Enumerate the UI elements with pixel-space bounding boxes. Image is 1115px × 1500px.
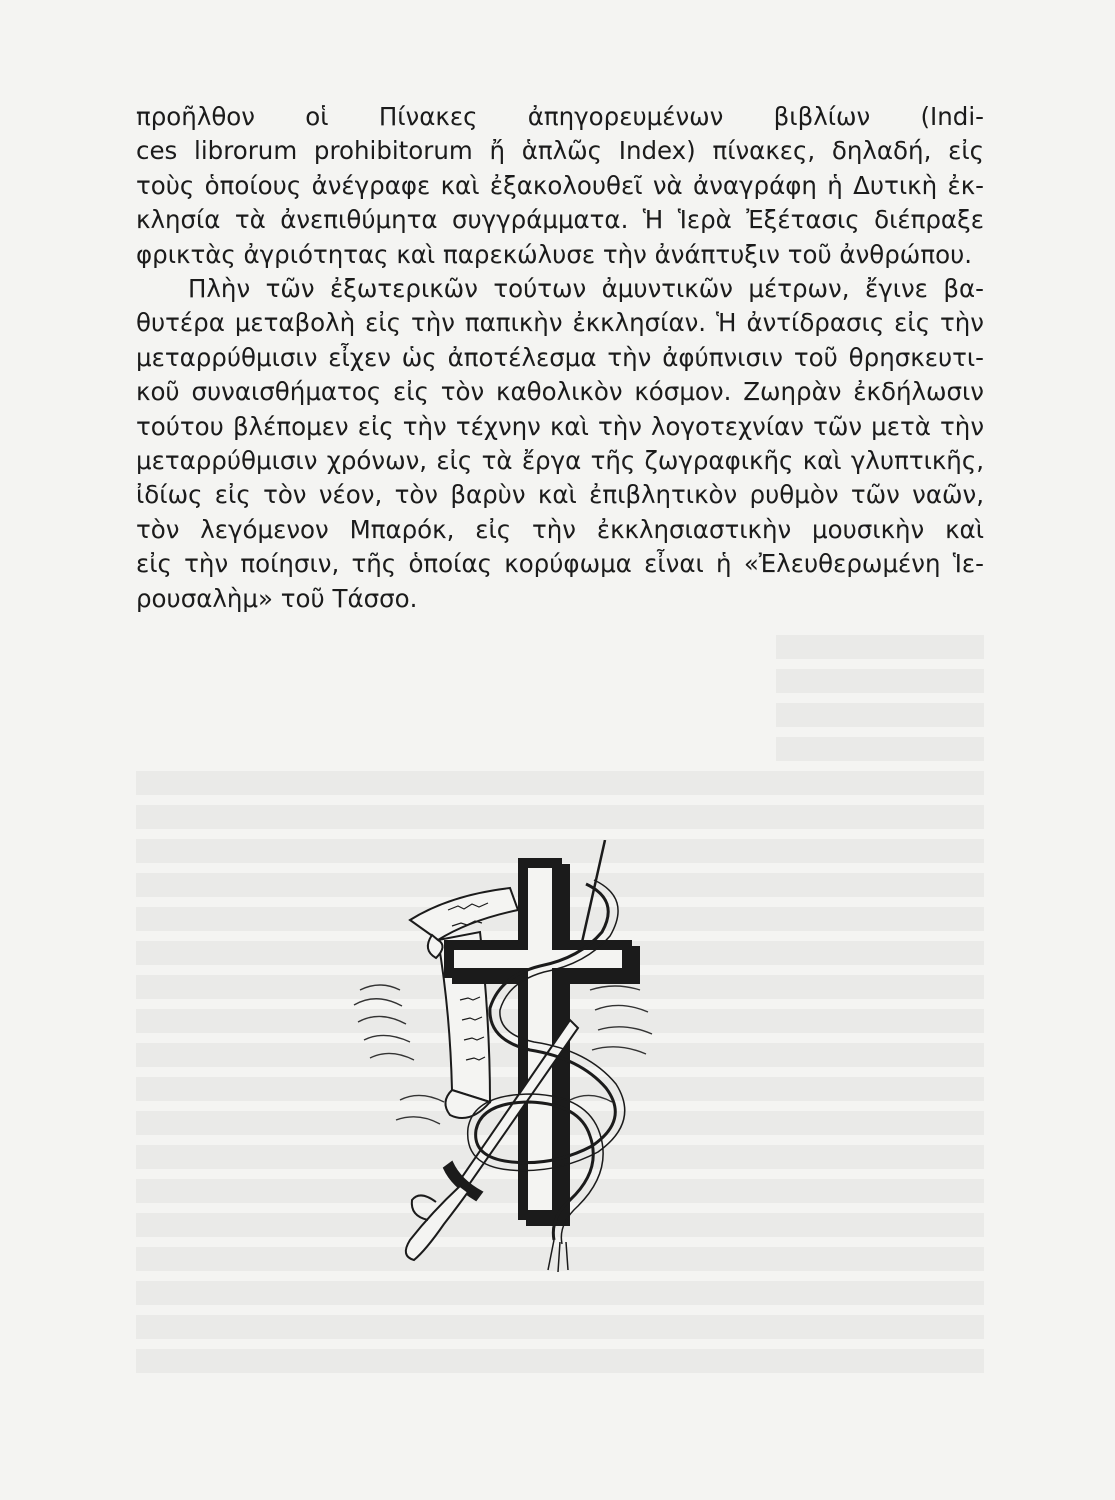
hatching-strokes	[354, 985, 652, 1124]
paragraph	[136, 272, 984, 616]
text-line: εἰς τὴν ποίησιν, τῆς ὁποίας κορύφωμα εἶναι ἡ «Ἐλευθερωμένη Ἱε-	[136, 549, 984, 579]
text-line: Πλὴν τῶν ἐξωτερικῶν τούτων ἀμυντικῶν μέτρων, ἔγινε βα-	[188, 274, 984, 304]
paragraph	[136, 100, 984, 272]
text-line: θυτέρα μεταβολὴ εἰς τὴν παπικὴν ἐκκλησίαν. Ἡ ἀντίδρασις εἰς τὴν	[136, 308, 984, 338]
text-line: ρουσαλὴμ» τοῦ Τάσσο.	[136, 583, 418, 613]
text-line: ἰδίως εἰς τὸν νέον, τὸν βαρὺν καὶ ἐπιβλητικὸν ρυθμὸν τῶν ναῶν,	[136, 480, 984, 510]
text-line: τοὺς ὁποίους ἀνέγραφε καὶ ἐξακολουθεῖ νὰ ἀναγράφη ἡ Δυτικὴ ἐκ-	[136, 170, 984, 200]
text-line: μεταρρύθμισιν εἶχεν ὡς ἀποτέλεσμα τὴν ἀφύπνισιν τοῦ θρησκευτι-	[136, 342, 984, 372]
text-line: προῆλθον οἱ Πίνακες ἀπηγορευμένων βιβλίων (Indi-	[136, 102, 984, 131]
cross-with-rope-sword-and-scroll-icon	[340, 840, 680, 1280]
text-line: κοῦ συναισθήματος εἰς τὸν καθολικὸν κόσμον. Ζωηρὰν ἐκδήλωσιν	[136, 377, 984, 407]
text-line: φρικτὰς ἀγριότητας καὶ παρεκώλυσε τὴν ἀνάπτυξιν τοῦ ἀνθρώπου.	[136, 239, 973, 269]
body-text	[136, 100, 984, 616]
text-line: μεταρρύθμισιν χρόνων, εἰς τὰ ἔργα τῆς ζωγραφικῆς καὶ γλυπτικῆς,	[136, 446, 984, 476]
text-line: ces librorum prohibitorum ἤ ἁπλῶς Index) πίνακες, δηλαδή, εἰς	[136, 136, 984, 166]
text-line: τὸν λεγόμενον Μπαρόκ, εἰς τὴν ἐκκλησιαστικὴν μουσικὴν καὶ	[136, 514, 984, 544]
text-line: τούτου βλέπομεν εἰς τὴν τέχνην καὶ τὴν λογοτεχνίαν τῶν μετὰ τὴν	[136, 411, 984, 441]
text-line: κλησία τὰ ἀνεπιθύμητα συγγράμματα. Ἡ Ἱερὰ Ἐξέτασις διέπραξε	[136, 205, 984, 235]
